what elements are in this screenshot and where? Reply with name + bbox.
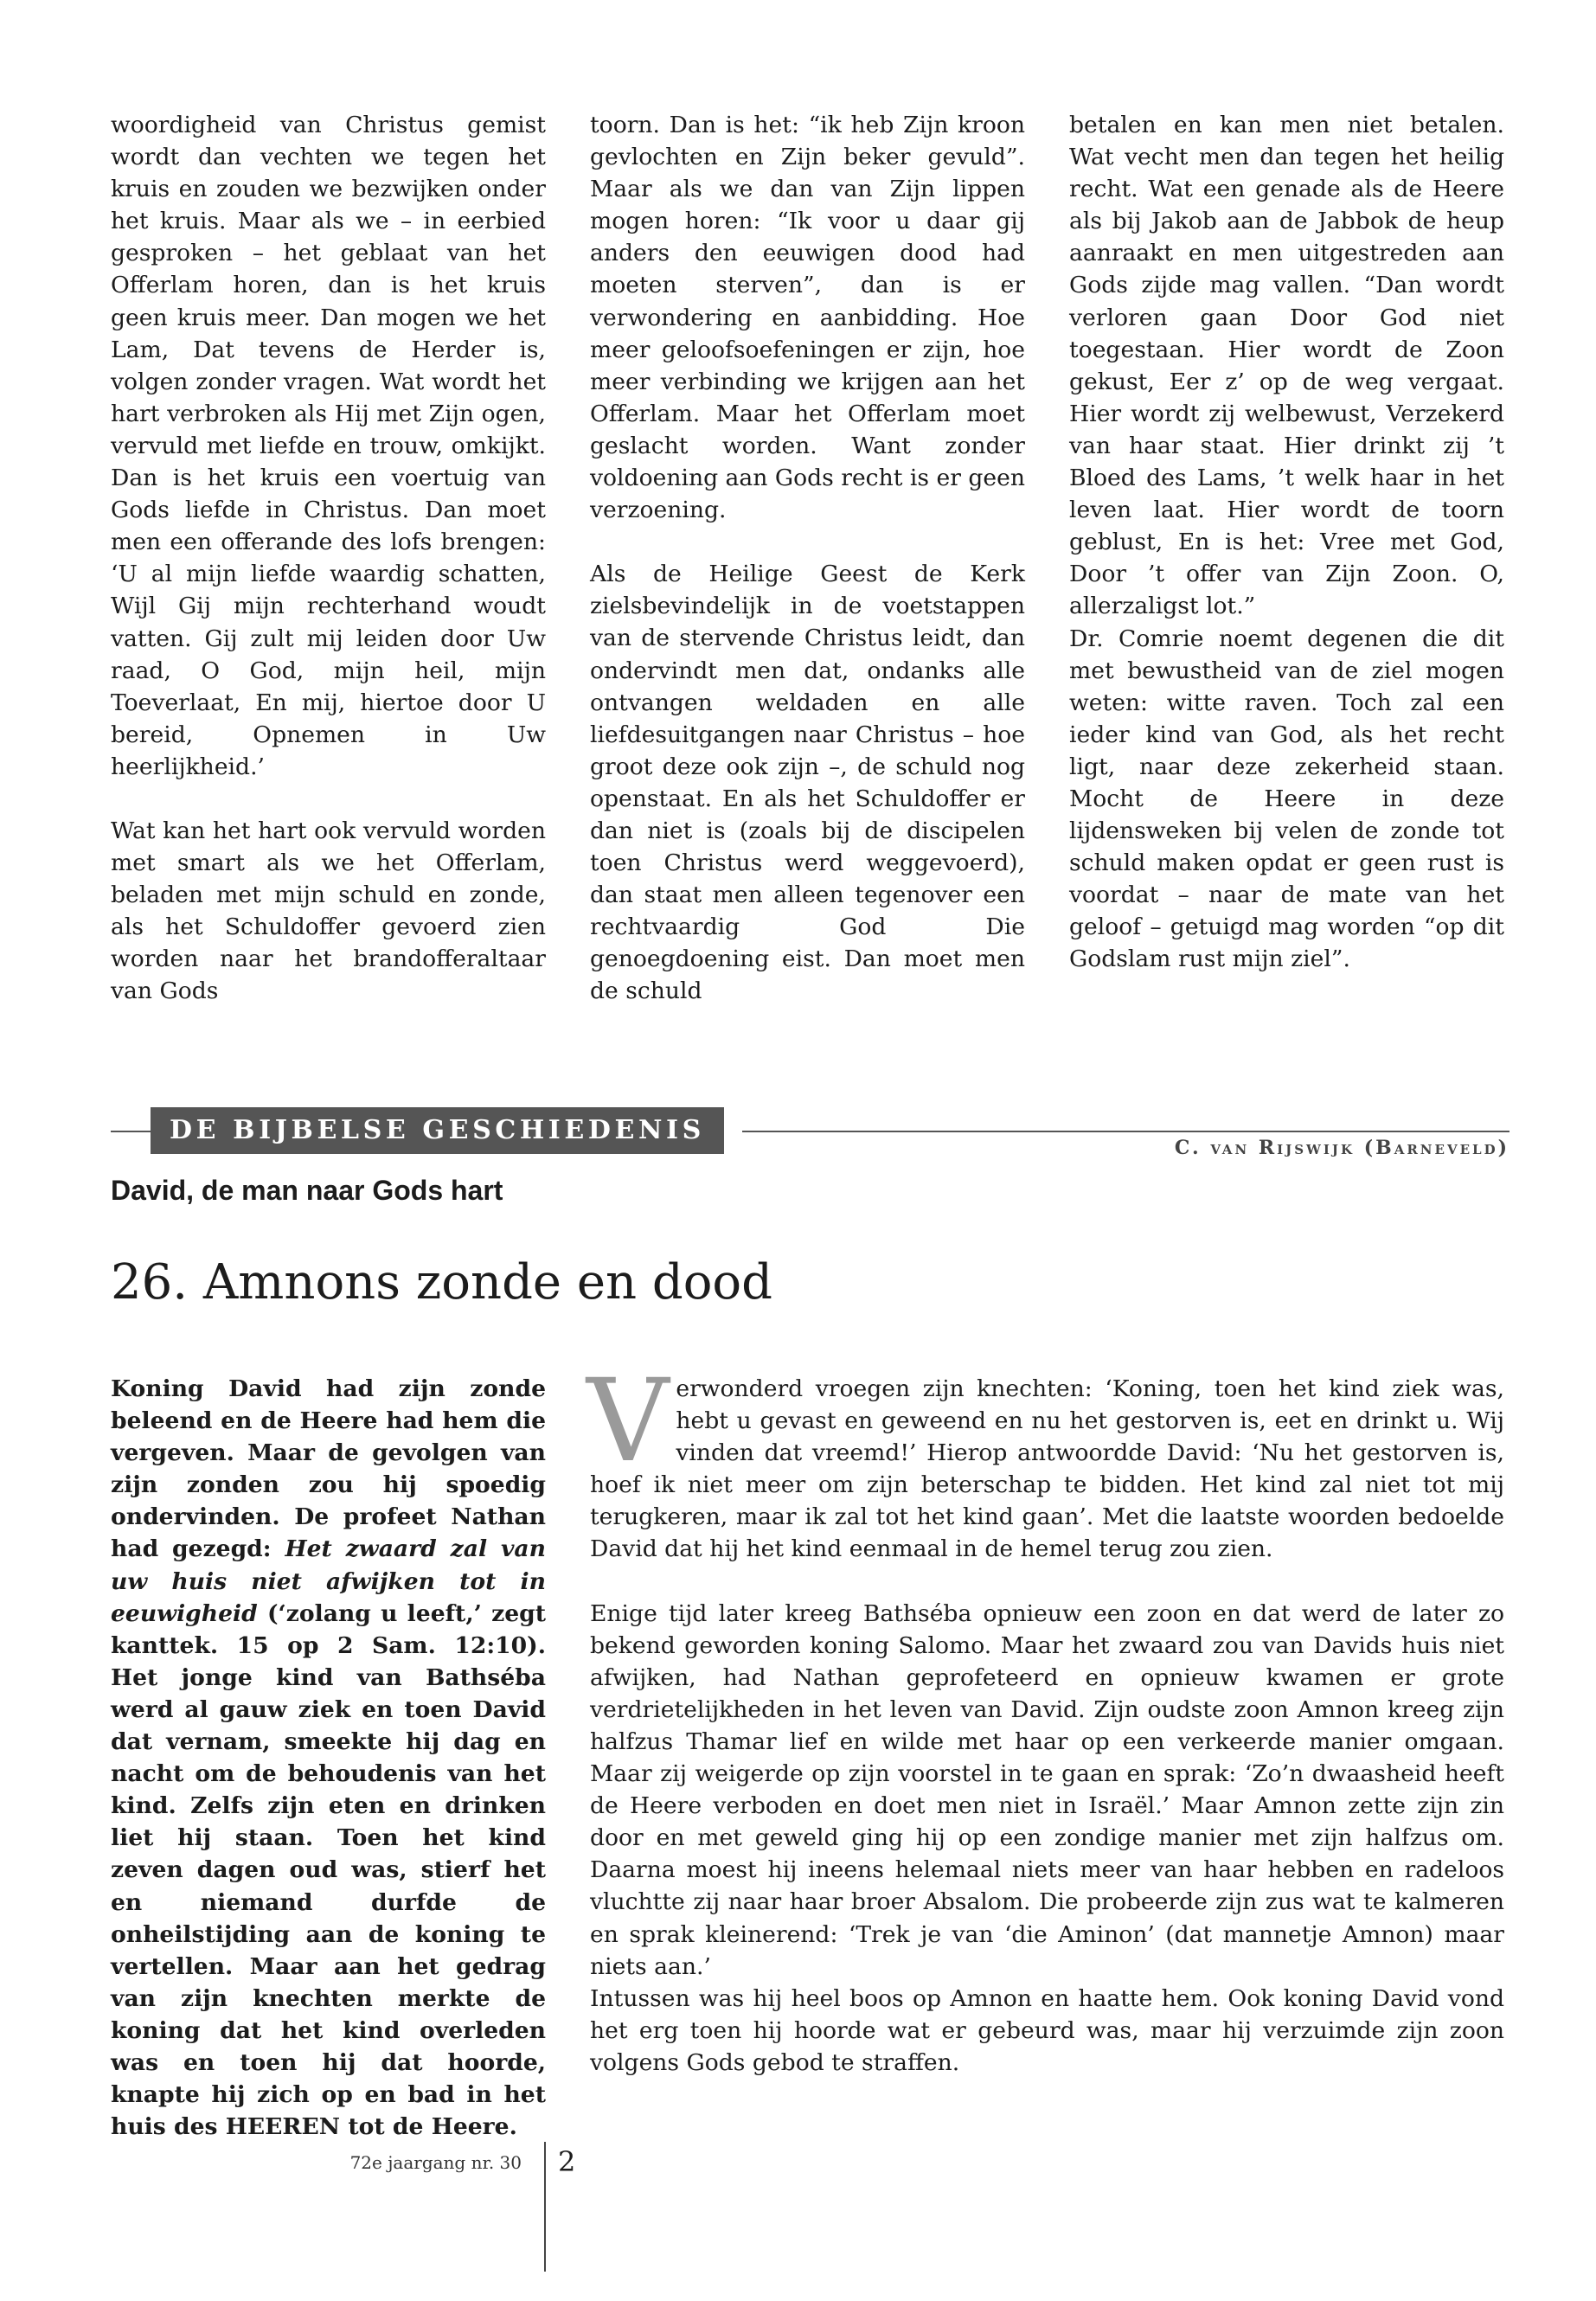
intro-text: (‘zolang u leeft,’ zegt kanttek. 15 op 2 Sam. 12:10). Het jonge kind van Bathséba werd al gauw ziek en toen David dat vernam, smeekte hij dag en nacht om de behoudenis van het kind. Zelfs zijn eten en drinken liet hij staan. Toen het kind zeven dagen oud was, stierf het en niemand durfde de onheilstijding aan de koning te vertellen. Maar aan het gedrag van zijn knechten merkte de koning dat het kind overleden was en toen hij dat hoorde, knapte hij zich op en bad in het huis des HEEREN tot de Heere. (111, 1599, 546, 2141)
paragraph: Intussen was hij heel boos op Amnon en haatte hem. Ook koning David vond het erg toen hij hoorde wat er gebeurd was, maar hij verzuimde zijn zoon volgens Gods gebod te straffen. (590, 1984, 1504, 2076)
paragraph: Als de Heilige Geest de Kerk zielsbevindelijk in de voetstappen van de stervende Christus leidt, dan ondervindt men dat, ondanks alle ontvangen weldaden en alle liefdesuitgangen naar Christus – hoe groot deze ook zijn –, de schuld nog openstaat. En als het Schuldoffer er dan niet is (zoals bij de discipelen toen Christus werd weggevoerd), dan staat men alleen tegenover een rechtvaardig God Die genoegdoening eist. Dan moet men de schuld (590, 561, 1025, 1005)
paragraph: woordigheid van Christus gemist wordt dan vechten we tegen het kruis en zouden we bezwijken onder het kruis. Maar als we – in eerbied gesproken – het geblaat van het Offerlam horen, dan is het kruis geen kruis meer. Dan mogen we het Lam, Dat tevens de Herder is, volgen zonder vragen. Wat wordt het hart verbroken als Hij met Zijn ogen, vervuld met liefde en trouw, omkijkt. Dan is het kruis een voertuig van Gods liefde in Christus. Dan moet men een offerande des lofs brengen: ‘U al mijn liefde waardig schatten, Wijl Gij mijn rechterhand woudt vatten. Gij zult mij leiden door Uw raad, O God, mijn heil, mijn Toeverlaat, En mij, hiertoe door U bereid, Opnemen in Uw heerlijkheid.’ (111, 112, 546, 780)
section-banner: DE BIJBELSE GESCHIEDENIS (151, 1107, 724, 1154)
scripture-quote: Het zwaard zal van uw huis niet afwijken tot in eeuwigheid (111, 1535, 546, 1627)
text-column-1 (111, 109, 546, 1008)
page-number: 2 (558, 2145, 576, 2178)
paragraph: toorn. Dan is het: “ik heb Zijn kroon gevlochten en Zijn beker gevuld”. Maar als we dan van Zijn lippen mogen horen: “Ik voor u daar gij anders den eeuwigen dood had moeten sterven”, dan is er verwondering en aanbidding. Hoe meer geloofsoefeningen er zijn, hoe meer verbinding we krijgen aan het Offerlam. Maar het Offerlam moet geslacht worden. Want zonder voldoening aan Gods recht is er geen verzoening. (590, 112, 1025, 524)
paragraph (586, 1355, 1504, 1566)
paragraph-text: erwonderd vroegen zijn knechten: ‘Koning, toen het kind ziek was, hebt u gevast en geweend en nu het gestorven is, eet en drinkt u. Wij vinden dat vreemd!’ Hierop antwoordde David: ‘Nu het gestorven is, hoef ik niet meer om zijn beterschap te bidden. Het kind zal niet tot mij terugkeren, maar ik zal tot het kind gaan’. Met die laatste woorden bedoelde David dat hij het kind eenmaal in de hemel terug zou zien. (590, 1375, 1504, 1563)
paragraph: betalen en kan men niet betalen. Wat vecht men dan tegen het heilig recht. Wat een genade als de Heere als bij Jakob aan de Jabbok de heup aanraakt en men uitgestreden aan Gods zijde mag vallen. “Dan wordt verloren gaan Door God niet toegestaan. Hier wordt de Zoon gekust, Eer z’ op de weg vergaat. Hier wordt zij welbewust, Verzekerd van haar staat. Hier drinkt zij ’t Bloed des Lams, ’t welk haar in het leven laat. Hier wordt de toorn geblust, En is het: Vree met God, Door ’t offer van Zijn Zoon. O, allerzaligst lot.” (1069, 112, 1504, 620)
intro-paragraph (111, 1373, 546, 2143)
paragraph: Enige tijd later kreeg Bathséba opnieuw een zoon en dat werd de later zo bekend geworden koning Salomo. Maar het zwaard zou van Davids huis niet afwijken, had Nathan geprofeteerd en opnieuw kwamen er grote verdrietelijkheden in het leven van David. Zijn oudste zoon Amnon kreeg zijn halfzus Thamar lief en wilde met haar op een verkeerde manier omgaan. Maar zij weigerde op zijn voorstel in te gaan en sprak: ‘Zo’n dwaasheid heeft de Heere verboden en doet men niet in Israël.’ Maar Amnon zette zijn zin door en met geweld ging hij op een zondige manier met zijn halfzus om. Daarna moest hij ineens helemaal niets meer van haar hebben en radeloos vluchtte zij naar haar broer Absalom. Die probeerde zijn zus wat te kalmeren en sprak kleinerend: ‘Trek je van ‘die Aminon’ (dat mannetje Amnon) maar niets aan.’ (590, 1599, 1504, 1980)
section-divider-left (111, 1131, 154, 1132)
text-column-3 (1069, 109, 1504, 976)
article-title: 26. Amnons zonde en dood (111, 1254, 772, 1311)
paragraph: Dr. Comrie noemt degenen die dit met bewustheid van de ziel mogen weten: witte raven. Toch zal een ieder kind van God, als het recht ligt, naar deze zekerheid staan. Mocht de Heere in deze lijdensweken bij velen de zonde tot schuld maken opdat er geen rust is voordat – naar de mate van het geloof – getuigd mag worden “op dit Godslam rust mijn ziel”. (1069, 625, 1504, 973)
section-divider-right (742, 1131, 1509, 1132)
drop-cap: V (586, 1355, 670, 1488)
paragraph: Wat kan het hart ook vervuld worden met smart als we het Offerlam, beladen met mijn schuld en zonde, als het Schuldoffer gevoerd zien worden naar het brandofferaltaar van Gods (111, 817, 546, 1005)
footer-divider (544, 2142, 546, 2272)
issue-info: 72e jaargang nr. 30 (349, 2152, 522, 2173)
series-title: David, de man naar Gods hart (111, 1175, 503, 1206)
article-body (586, 1355, 1504, 2079)
intro-text: Koning David had zijn zonde beleend en de Heere had hem die vergeven. Maar de gevolgen van zijn zonden zou hij spoedig ondervinden. De profeet Nathan had gezegd: (111, 1375, 546, 1563)
author-byline: C. van Rijswijk (Barneveld) (1174, 1137, 1509, 1159)
text-column-2 (590, 109, 1025, 1008)
